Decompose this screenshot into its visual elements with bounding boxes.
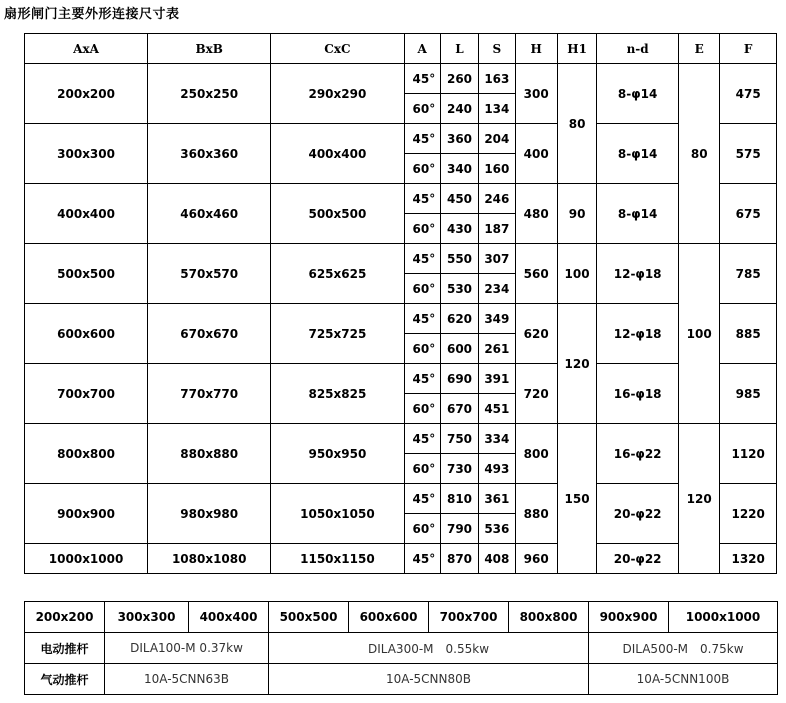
cell-f: 575	[720, 124, 777, 184]
cell-bxb: 670x670	[148, 304, 271, 364]
table-row	[25, 124, 777, 154]
cell-s: 204	[479, 124, 515, 154]
cell-s: 361	[479, 484, 515, 514]
cell-l: 240	[440, 94, 478, 124]
cell-n-d: 8-φ14	[597, 64, 679, 124]
table-row	[25, 304, 777, 334]
cell-h: 300	[515, 64, 557, 124]
table-row	[25, 544, 777, 574]
cell-l: 550	[440, 244, 478, 274]
electric-actuator-model: DILA100-M 0.37kw	[105, 633, 269, 664]
electric-actuator-row	[25, 633, 778, 664]
dimension-table	[24, 33, 777, 574]
cell-h: 560	[515, 244, 557, 304]
cell-a: 45°	[404, 484, 440, 514]
cell-a: 60°	[404, 214, 440, 244]
cell-s: 493	[479, 454, 515, 484]
cell-bxb: 980x980	[148, 484, 271, 544]
cell-l: 340	[440, 154, 478, 184]
cell-h: 800	[515, 424, 557, 484]
cell-s: 187	[479, 214, 515, 244]
cell-e: 100	[679, 244, 720, 424]
cell-s: 391	[479, 364, 515, 394]
cell-a: 60°	[404, 334, 440, 364]
cell-cxc: 290x290	[271, 64, 404, 124]
cell-s: 536	[479, 514, 515, 544]
cell-f: 785	[720, 244, 777, 304]
size-cell: 700x700	[429, 602, 509, 633]
cell-a: 60°	[404, 274, 440, 304]
pneumatic-actuator-label: 气动推杆	[25, 664, 105, 695]
cell-a: 60°	[404, 94, 440, 124]
header-a: A	[404, 34, 440, 64]
cell-s: 163	[479, 64, 515, 94]
cell-n-d: 20-φ22	[597, 484, 679, 544]
electric-actuator-model: DILA500-M 0.75kw	[589, 633, 778, 664]
cell-f: 1120	[720, 424, 777, 484]
size-cell: 300x300	[105, 602, 189, 633]
cell-e: 120	[679, 424, 720, 574]
cell-h: 480	[515, 184, 557, 244]
cell-l: 790	[440, 514, 478, 544]
cell-s: 307	[479, 244, 515, 274]
cell-bxb: 360x360	[148, 124, 271, 184]
cell-cxc: 500x500	[271, 184, 404, 244]
cell-axa: 200x200	[25, 64, 148, 124]
cell-cxc: 725x725	[271, 304, 404, 364]
cell-cxc: 1050x1050	[271, 484, 404, 544]
cell-bxb: 880x880	[148, 424, 271, 484]
cell-l: 810	[440, 484, 478, 514]
cell-l: 260	[440, 64, 478, 94]
cell-f: 1320	[720, 544, 777, 574]
cell-a: 45°	[404, 424, 440, 454]
cell-f: 475	[720, 64, 777, 124]
cell-f: 675	[720, 184, 777, 244]
cell-h: 620	[515, 304, 557, 364]
cell-s: 261	[479, 334, 515, 364]
cell-l: 690	[440, 364, 478, 394]
cell-h1: 90	[557, 184, 596, 244]
cell-s: 160	[479, 154, 515, 184]
cell-cxc: 400x400	[271, 124, 404, 184]
table-row	[25, 484, 777, 514]
cell-n-d: 16-φ22	[597, 424, 679, 484]
cell-a: 60°	[404, 394, 440, 424]
cell-n-d: 20-φ22	[597, 544, 679, 574]
cell-h1: 80	[557, 64, 596, 184]
cell-f: 985	[720, 364, 777, 424]
cell-l: 530	[440, 274, 478, 304]
cell-s: 451	[479, 394, 515, 424]
cell-h1: 120	[557, 304, 596, 424]
cell-s: 134	[479, 94, 515, 124]
table-row	[25, 244, 777, 274]
pneumatic-actuator-model: 10A-5CNN100B	[589, 664, 778, 695]
cell-a: 45°	[404, 304, 440, 334]
header-h1: H1	[557, 34, 596, 64]
cell-a: 60°	[404, 454, 440, 484]
cell-n-d: 12-φ18	[597, 304, 679, 364]
size-cell: 1000x1000	[669, 602, 778, 633]
size-cell: 400x400	[189, 602, 269, 633]
cell-a: 45°	[404, 364, 440, 394]
size-cell: 200x200	[25, 602, 105, 633]
cell-bxb: 1080x1080	[148, 544, 271, 574]
size-cell: 800x800	[509, 602, 589, 633]
cell-axa: 800x800	[25, 424, 148, 484]
pneumatic-actuator-row	[25, 664, 778, 695]
page-title: 扇形闸门主要外形连接尺寸表	[4, 7, 180, 22]
cell-l: 730	[440, 454, 478, 484]
pneumatic-actuator-model: 10A-5CNN80B	[269, 664, 589, 695]
cell-cxc: 950x950	[271, 424, 404, 484]
cell-h: 960	[515, 544, 557, 574]
cell-bxb: 250x250	[148, 64, 271, 124]
cell-s: 234	[479, 274, 515, 304]
table-row	[25, 364, 777, 394]
cell-bxb: 770x770	[148, 364, 271, 424]
cell-axa: 1000x1000	[25, 544, 148, 574]
cell-axa: 700x700	[25, 364, 148, 424]
cell-cxc: 625x625	[271, 244, 404, 304]
cell-bxb: 460x460	[148, 184, 271, 244]
cell-a: 60°	[404, 514, 440, 544]
cell-a: 45°	[404, 244, 440, 274]
cell-e: 80	[679, 64, 720, 244]
size-cell: 600x600	[349, 602, 429, 633]
cell-n-d: 16-φ18	[597, 364, 679, 424]
header-row	[25, 34, 777, 64]
cell-n-d: 8-φ14	[597, 184, 679, 244]
cell-bxb: 570x570	[148, 244, 271, 304]
cell-l: 620	[440, 304, 478, 334]
cell-n-d: 12-φ18	[597, 244, 679, 304]
cell-l: 600	[440, 334, 478, 364]
cell-s: 349	[479, 304, 515, 334]
table-row	[25, 64, 777, 94]
cell-cxc: 1150x1150	[271, 544, 404, 574]
header-axa: AxA	[25, 34, 148, 64]
cell-axa: 400x400	[25, 184, 148, 244]
cell-axa: 900x900	[25, 484, 148, 544]
cell-axa: 600x600	[25, 304, 148, 364]
cell-axa: 500x500	[25, 244, 148, 304]
cell-f: 1220	[720, 484, 777, 544]
cell-s: 334	[479, 424, 515, 454]
cell-s: 408	[479, 544, 515, 574]
table-row	[25, 424, 777, 454]
cell-l: 870	[440, 544, 478, 574]
pneumatic-actuator-model: 10A-5CNN63B	[105, 664, 269, 695]
size-row	[25, 602, 778, 633]
size-cell: 900x900	[589, 602, 669, 633]
cell-cxc: 825x825	[271, 364, 404, 424]
cell-a: 45°	[404, 124, 440, 154]
cell-h1: 100	[557, 244, 596, 304]
cell-h: 880	[515, 484, 557, 544]
cell-h: 400	[515, 124, 557, 184]
electric-actuator-label: 电动推杆	[25, 633, 105, 664]
header-s: S	[479, 34, 515, 64]
actuator-table	[24, 601, 778, 695]
header-h: H	[515, 34, 557, 64]
cell-axa: 300x300	[25, 124, 148, 184]
cell-a: 45°	[404, 544, 440, 574]
header-f: F	[720, 34, 777, 64]
cell-l: 750	[440, 424, 478, 454]
header-cxc: CxC	[271, 34, 404, 64]
cell-a: 45°	[404, 64, 440, 94]
electric-actuator-model: DILA300-M 0.55kw	[269, 633, 589, 664]
cell-l: 450	[440, 184, 478, 214]
cell-l: 430	[440, 214, 478, 244]
cell-s: 246	[479, 184, 515, 214]
table-row	[25, 184, 777, 214]
cell-n-d: 8-φ14	[597, 124, 679, 184]
cell-a: 60°	[404, 154, 440, 184]
header-e: E	[679, 34, 720, 64]
header-n-d: n-d	[597, 34, 679, 64]
cell-l: 670	[440, 394, 478, 424]
cell-h1: 150	[557, 424, 596, 574]
cell-f: 885	[720, 304, 777, 364]
cell-l: 360	[440, 124, 478, 154]
cell-h: 720	[515, 364, 557, 424]
header-l: L	[440, 34, 478, 64]
size-cell: 500x500	[269, 602, 349, 633]
header-bxb: BxB	[148, 34, 271, 64]
cell-a: 45°	[404, 184, 440, 214]
